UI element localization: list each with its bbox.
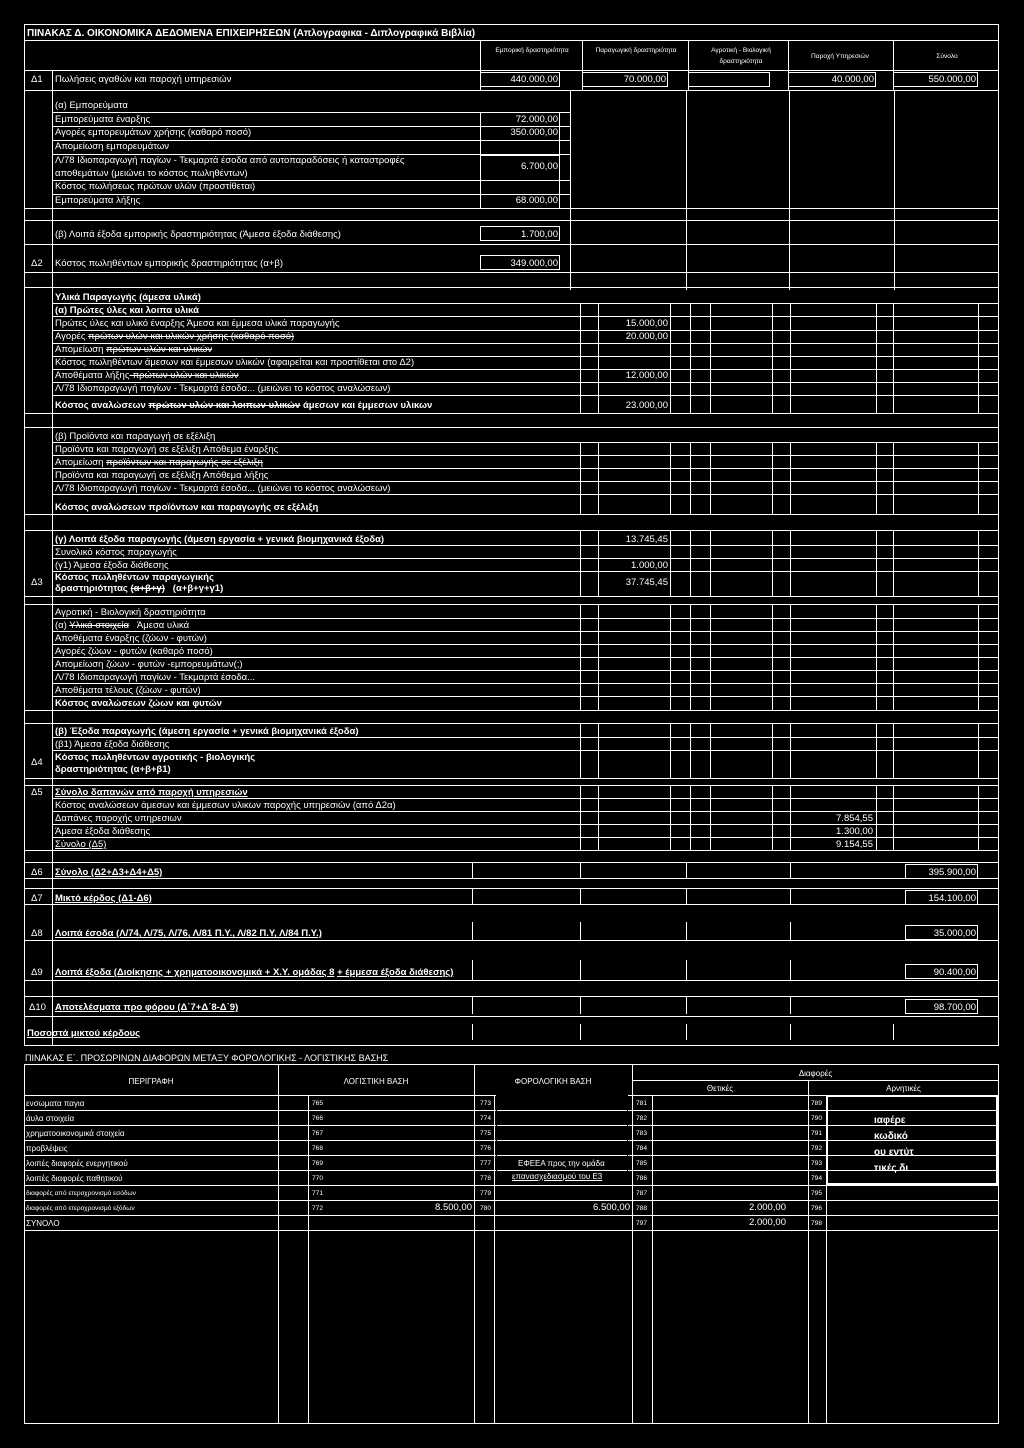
merch-other-expenses-value: 1.700,00 (521, 229, 558, 240)
production-row-label: Αποθέματα λήξης-πρώτων υλών και υλικών (55, 370, 239, 381)
production-row-label: Απομείωση πρώτων υλών και υλικών (55, 344, 213, 355)
table-e-code: 776 (480, 1145, 492, 1152)
table-e-header-accounting: ΛΟΓΙΣΤΙΚΗ ΒΑΣΗ (343, 1077, 409, 1086)
merch-row-value: 350.000,00 (510, 127, 558, 138)
production-row-label: Λ/78 Ιδιοπαραγωγή παγίων - Τεκμαρτά έσοδα... (μειώνει το κόστος αναλώσεων) (55, 383, 391, 394)
d8-label: Λοιπά έσοδα (Λ/74, Λ/75, Λ/76, Λ/81 Π.Υ., Λ/82 Π.Υ, Λ/84 Π.Υ.) (55, 928, 322, 939)
production-g1-value: 1.000,00 (631, 560, 668, 571)
d7-label: Μικτό κέρδος (Δ1-Δ6) (55, 893, 152, 904)
table-e-code: 781 (636, 1100, 648, 1107)
table-e-tax-value: 6.500,00 (593, 1202, 630, 1213)
table-e-code: 793 (811, 1160, 823, 1167)
table-e-code: 775 (480, 1130, 492, 1137)
agri-row-label: Αποθέματα έναρξης (ζώων - φυτών) (55, 633, 207, 644)
table-e-code: 792 (811, 1145, 823, 1152)
d5-row-label: Σύνολο (Δ5) (55, 839, 107, 850)
d1-production-value: 70.000,00 (623, 74, 666, 85)
production-g1-label: (γ1) Άμεσα έξοδα διάθεσης (55, 560, 169, 571)
wip-row-label: Απομείωση προϊόντων και παραγωγής σε εξέλιξη (55, 457, 263, 468)
production-row-label: Κόστος πωληθέντων άμεσων και έμμεσων υλικών (αφαιρείται και προστίθεται στο Δ2) (55, 357, 415, 368)
production-total-cost-label: Συνολικό κόστος παραγωγής (55, 547, 177, 558)
callout-text: κωδικό (874, 1131, 908, 1142)
agri-sub-b: (β) Έξοδα παραγωγής (άμεση εργασία + γενικά βιομηχανικά έξοδα) (55, 726, 359, 737)
col-header-total: Σύνολο (936, 53, 958, 60)
table-e-row-desc: ενσωματα παγια (26, 1099, 85, 1108)
callout-text: ου εντύτ (874, 1147, 914, 1158)
table-e-code: 783 (636, 1130, 648, 1137)
d9-label: Λοιπά έξοδα (Διοίκησης + χρηματοοικονομικά + Χ.Υ. ομάδας 8 + έμμεσα έξοδα διάθεσης) (55, 967, 454, 978)
production-row-label: Πρώτες ύλες και υλικό έναρξης Άμεσα και έμμεσα υλικά παραγωγής (55, 318, 340, 329)
table-e-code: 785 (636, 1160, 648, 1167)
d7-value: 154.100,00 (928, 893, 976, 904)
d5-code: Δ5 (31, 787, 43, 798)
d6-label: Σύνολο (Δ2+Δ3+Δ4+Δ5) (55, 867, 163, 878)
table-e-code: 787 (636, 1190, 648, 1197)
wip-cost-label: Κόστος αναλώσεων προϊόντων και παραγωγής σε εξέλιξη (55, 502, 319, 513)
merch-row-label: Εμπορεύματα έναρξης (55, 114, 151, 125)
table-e-code: 788 (636, 1205, 648, 1212)
wip-row-label: Προϊόντα και παραγωγή σε εξέλιξη Απόθεμα λήξης (55, 470, 269, 481)
table-e-row-desc: λοιπές διαφορές παθητικού (26, 1174, 123, 1183)
table-e-code: 791 (811, 1130, 823, 1137)
d3-label: Κόστος πωληθέντων παραγωγικής (55, 572, 214, 583)
d1-label: Πωλήσεις αγαθών και παροχή υπηρεσιών (55, 74, 232, 85)
table-e-tax-note: ΕΦΕΕΑ προς την ομάδα (518, 1159, 605, 1168)
table-e-header-tax: ΦΟΡΟΛΟΓΙΚΗ ΒΑΣΗ (514, 1077, 592, 1086)
d10-value: 98.700,00 (933, 1002, 976, 1013)
table-e-code: 790 (811, 1115, 823, 1122)
d3-value: 37.745,45 (625, 577, 668, 588)
merch-row-value: 72.000,00 (515, 114, 558, 125)
production-row-label: Αγορές πρώτων υλών και υλικών χρήσης (καθαρό ποσό) (55, 331, 295, 342)
d4-label: Κόστος πωληθέντων αγροτικής - βιολογικής (55, 752, 256, 763)
table-e-code: 767 (312, 1130, 324, 1137)
d3-label-cont: δραστηριότητας (α+β+γ) (α+β+γ+γ1) (55, 583, 224, 594)
table-e-code: 772 (312, 1205, 324, 1212)
comment-callout (826, 1095, 998, 1185)
table-d-title: ΠΙΝΑΚΑΣ Δ. ΟΙΚΟΝΟΜΙΚΑ ΔΕΔΟΜΕΝΑ ΕΠΙΧΕΙΡΗΣΕΩΝ (Απλογραφικα - Διπλογραφικά Βιβλία) (27, 28, 476, 39)
agri-heading: Αγροτική - Βιολογική δραστηριότητα (55, 607, 206, 618)
table-e-code: 766 (312, 1115, 324, 1122)
table-e-code: 769 (312, 1160, 324, 1167)
table-e-code: 794 (811, 1175, 823, 1182)
gross-margin-label: Ποσοστά μικτού κέρδους (27, 1028, 141, 1039)
table-e-header-positive: Θετικές (706, 1084, 734, 1093)
production-consumption-label: Κόστος αναλώσεων πρώτων υλών και λοιπων υλικών άμεσων και έμμεσων υλικων (55, 400, 433, 411)
merch-row-label: Λ/78 Ιδιοπαραγωγή παγίων - Τεκμαρτά έσοδα από αυτοπαραδόσεις ή καταστροφές (55, 155, 405, 166)
d5-row-value: 9.154,55 (836, 839, 873, 850)
merch-row-label-cont: αποθεμάτων (μειώνει το κόστος πωληθέντων) (55, 168, 248, 179)
table-e-code: 782 (636, 1115, 648, 1122)
d5-row-value: 1.300,00 (836, 826, 873, 837)
table-e-code: 771 (312, 1190, 324, 1197)
d5-row-label: Κόστος αναλώσεων άμεσων και έμμεσων υλικων παροχής υπηρεσιών (από Δ2α) (55, 800, 396, 811)
d7-code: Δ7 (31, 893, 43, 904)
d4-code: Δ4 (31, 757, 43, 768)
wip-row-label: Λ/78 Ιδιοπαραγωγή παγίων - Τεκμαρτά έσοδα... (μειώνει το κόστος αναλώσεων) (55, 483, 391, 494)
merch-row-value: 6.700,00 (521, 161, 558, 172)
table-e-code: 784 (636, 1145, 648, 1152)
col-header-services: Παροχή Υπηρεσιών (811, 53, 869, 60)
d1-total-value: 550.000,00 (928, 74, 976, 85)
table-e-header-differences: Διαφορές (798, 1069, 833, 1078)
production-consumption-value: 23.000,00 (625, 400, 668, 411)
merch-row-label: Εμπορεύματα λήξης (55, 195, 141, 206)
col-header-agri: Αγροτική - Βιολογική δραστηριότητα (711, 47, 771, 65)
table-e-code: 779 (480, 1190, 492, 1197)
d8-code: Δ8 (31, 928, 43, 939)
agri-row-label: Απομείωση ζώων - φυτών -εμπορευμάτων(;) (55, 659, 243, 670)
production-sub-c-label: (γ) Λοιπά έξοδα παραγωγής (άμεση εργασία + γενικά βιομηχανικά έξοδα) (55, 534, 385, 545)
table-e-row-desc: άυλα στοιχεία (26, 1114, 75, 1123)
d1-code: Δ1 (31, 74, 43, 85)
col-header-commercial: Εμπορική δραστηριότητα (495, 47, 569, 54)
d3-code: Δ3 (31, 577, 43, 588)
table-e-row-desc: λοιπές διαφορές ενεργητικού (26, 1159, 128, 1168)
table-e-code: 795 (811, 1190, 823, 1197)
table-e-accounting-value: 8.500,00 (435, 1202, 472, 1213)
agri-cost-label: Κόστος αναλώσεων ζώων και φυτών (55, 698, 222, 709)
table-e-positive-value: 2.000,00 (749, 1202, 786, 1213)
wip-row-label: Προϊόντα και παραγωγή σε εξέλιξη Απόθεμα έναρξης (55, 444, 279, 455)
agri-row-label: Λ/78 Ιδιοπαραγωγή παγίων - Τεκμαρτά έσοδα... (55, 672, 256, 683)
table-e-total-label: ΣΥΝΟΛΟ (26, 1219, 60, 1228)
d6-code: Δ6 (31, 867, 43, 878)
production-row-value: 15.000,00 (625, 318, 668, 329)
d9-code: Δ9 (31, 967, 43, 978)
production-sub-a: (α) Πρώτες ύλες και λοιπα υλικά (55, 305, 200, 316)
col-header-production: Παραγωγική δραστηριότητα (595, 47, 677, 54)
d5-label: Σύνολο δαπανών από παροχή υπηρεσιών (55, 787, 248, 798)
table-e-header-description: ΠΕΡΙΓΡΑΦΗ (128, 1077, 174, 1086)
table-e-code: 797 (636, 1220, 648, 1227)
callout-text: ιαφέρε (874, 1115, 906, 1126)
merch-heading: (α) Εμπορεύματα (55, 100, 128, 111)
agri-row-label: Αγορές ζώων - φυτών (καθαρό ποσό) (55, 646, 213, 657)
table-e-header-negative: Αρνητικές (886, 1084, 921, 1093)
callout-text: τικές δι (874, 1163, 909, 1174)
agri-b1: (β1) Άμεσα έξοδα διάθεσης (55, 739, 170, 750)
d2-label: Κόστος πωληθέντων εμπορικής δραστηριότητας (α+β) (55, 258, 283, 269)
production-row-value: 20.000,00 (625, 331, 668, 342)
table-e-code: 798 (811, 1220, 823, 1227)
merch-other-expenses-label: (β) Λοιπά έξοδα εμπορικής δραστηριότητας (Άμεσα έξοδα διάθεσης) (55, 229, 341, 240)
table-e-row-desc: διαφορές από ετεροχρονισμό εσόδων (26, 1190, 136, 1197)
agri-sub-a: (α) Υλικά στοιχεία Άμεσα υλικά (55, 620, 190, 631)
table-e-code: 789 (811, 1100, 823, 1107)
table-e-code: 774 (480, 1115, 492, 1122)
agri-row-label: Αποθέματα τέλους (ζώων - φυτών) (55, 685, 201, 696)
table-e-code: 770 (312, 1175, 324, 1182)
tax-note-callout (496, 1095, 628, 1183)
table-e-code: 765 (312, 1100, 324, 1107)
merch-row-label: Αγορές εμπορευμάτων χρήσης (καθαρό ποσό) (55, 127, 252, 138)
table-e-code: 780 (480, 1205, 492, 1212)
production-sub-b: (β) Προϊόντα και παραγωγή σε εξέλιξη (55, 431, 216, 442)
table-e-row-desc: χρηματοοικονομικά στοιχεία (26, 1129, 125, 1138)
d4-label-cont: δραστηριότητας (α+β+β1) (55, 764, 171, 775)
d2-value: 349.000,00 (510, 258, 558, 269)
d10-code: Δ10 (29, 1002, 46, 1013)
merch-row-value: 68.000,00 (515, 195, 558, 206)
d5-row-label: Άμεσα έξοδα διάθεσης (55, 826, 151, 837)
table-e-code: 796 (811, 1205, 823, 1212)
table-e-code: 777 (480, 1160, 492, 1167)
table-e-tax-note: επανασχεδιασμού του Ε3 (512, 1172, 603, 1181)
production-heading: Υλικά Παραγωγής (άμεσα υλικά) (55, 292, 201, 303)
d8-value: 35.000,00 (933, 928, 976, 939)
d9-value: 90.400,00 (933, 967, 976, 978)
d6-value: 395.900,00 (928, 867, 976, 878)
d5-row-value: 7.854,55 (836, 813, 873, 824)
d10-label: Αποτελέσματα προ φόρου (Δ΄7+Δ΄8-Δ΄9) (55, 1002, 239, 1013)
production-row-value: 12.000,00 (625, 370, 668, 381)
merch-row-label: Απομείωση εμπορευμάτων (55, 141, 170, 152)
table-e-code: 778 (480, 1175, 492, 1182)
table-e-code: 773 (480, 1100, 492, 1107)
d1-commercial-value: 440.000,00 (510, 74, 558, 85)
d5-row-label: Δαπάνες παροχής υπηρεσιων (55, 813, 182, 824)
table-e-code: 768 (312, 1145, 324, 1152)
d1-services-value: 40.000,00 (831, 74, 874, 85)
merch-row-label: Κόστος πωλήσεως πρώτων υλών (προστίθεται) (55, 181, 256, 192)
table-e-row-desc: προβλέψεις (26, 1144, 68, 1153)
production-sub-c-value: 13.745,45 (625, 534, 668, 545)
table-e-row-desc: διαφορές από ετεροχρονισμό εξόδων (26, 1205, 135, 1212)
table-e-title: ΠΙΝΑΚΑΣ Ε΄. ΠΡΟΣΩΡΙΝΩΝ ΔΙΑΦΟΡΩΝ ΜΕΤΑΞΥ ΦΟΡΟΛΟΓΙΚΗΣ - ΛΟΓΙΣΤΙΚΗΣ ΒΑΣΗΣ (25, 1053, 389, 1063)
table-e-positive-total: 2.000,00 (749, 1217, 786, 1228)
d2-code: Δ2 (31, 258, 43, 269)
table-e-code: 786 (636, 1175, 648, 1182)
